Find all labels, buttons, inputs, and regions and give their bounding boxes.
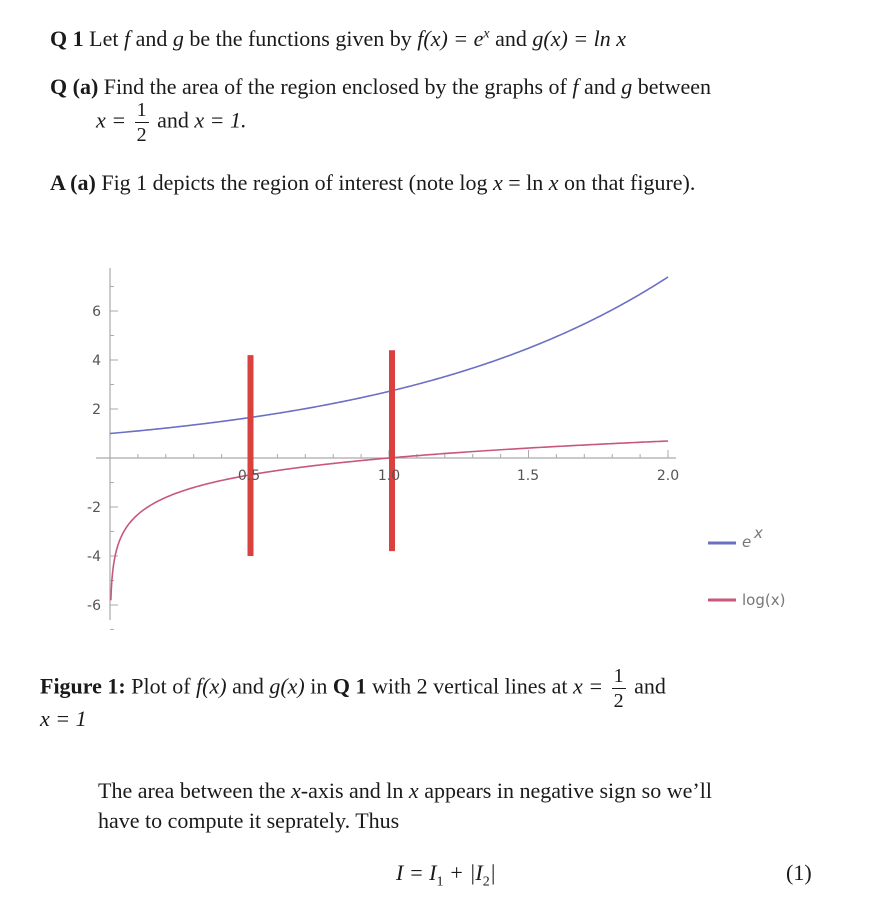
- aa-text: Fig 1 depicts the region of interest (note log: [101, 170, 488, 195]
- x-tick-label: 2.0: [656, 468, 680, 484]
- aa-tail: on that figure).: [564, 170, 696, 195]
- paragraph-line-1: [98, 778, 712, 804]
- y-tick-label: 4: [92, 353, 101, 369]
- y-tick-label: -2: [87, 500, 101, 516]
- caption-line-2: [40, 706, 87, 732]
- legend-exp-label: e: [742, 533, 752, 551]
- q1-text-2: and: [135, 26, 168, 51]
- caption-xeq1: x = 1: [40, 706, 87, 731]
- q1-text-4: and: [495, 26, 527, 51]
- figure-caption: [40, 666, 666, 711]
- qa-xeq1: x = 1.: [194, 107, 247, 133]
- eq-sub-2: 2: [482, 874, 490, 890]
- eq-end: |: [489, 860, 496, 885]
- y-tick-label: 2: [92, 402, 101, 418]
- caption-text-2: and: [232, 673, 264, 699]
- q1-f: f: [123, 26, 131, 51]
- aa-x1: x: [492, 170, 503, 195]
- qa-text-1: Find the area of the region enclosed by the graphs of: [103, 74, 567, 99]
- y-tick-label: 6: [92, 304, 101, 320]
- legend-exp-sup: x: [754, 524, 763, 542]
- y-tick-label: -6: [87, 598, 101, 614]
- aa-label: A (a): [50, 170, 96, 195]
- x-tick-label: 1.0: [377, 468, 401, 484]
- caption-gx: g(x): [269, 673, 305, 699]
- aa-eq: = ln: [508, 170, 544, 195]
- caption-frac-num: 1: [613, 665, 624, 687]
- q1-g: g: [172, 26, 184, 51]
- q1-gdef: g(x) = ln x: [532, 26, 627, 51]
- qa-f: f: [572, 74, 579, 99]
- qa-frac-num: 1: [136, 99, 147, 121]
- caption-q: Q 1: [332, 673, 367, 699]
- qa-text-2: and: [583, 74, 616, 99]
- plot-legend: [708, 524, 785, 609]
- qa-xeq: x =: [96, 107, 127, 133]
- aa-x2: x: [548, 170, 559, 195]
- q1-statement: [50, 26, 626, 52]
- caption-text-5: and: [634, 673, 666, 699]
- eq-mid: + |I: [443, 860, 483, 885]
- para-text-1: The area between the: [98, 778, 286, 803]
- qa-frac-den: 2: [136, 124, 147, 146]
- caption-xeq: x =: [573, 673, 604, 699]
- caption-fraction: [612, 666, 626, 711]
- q1-label: Q 1: [50, 26, 84, 51]
- qa-text-3: between: [637, 74, 712, 99]
- equation-number: (1): [786, 860, 812, 885]
- caption-text-1: Plot of: [131, 673, 191, 699]
- caption-fx: f(x): [196, 673, 227, 699]
- plot-vertical-lines: [251, 350, 393, 556]
- para-text-3: appears in negative sign so we’ll: [424, 778, 712, 803]
- q1-fdef: f(x) = e: [417, 26, 484, 51]
- para-x: x: [291, 778, 301, 803]
- equation-1: [396, 860, 496, 890]
- caption-text-3: in: [310, 673, 328, 699]
- y-tick-label: -4: [87, 549, 101, 565]
- figure-1-plot: [0, 250, 874, 630]
- eq-lhs: I = I: [396, 860, 437, 885]
- aa-statement: [50, 170, 695, 196]
- qa-statement-cont: [96, 100, 247, 145]
- eq-sub-1: 1: [436, 874, 444, 890]
- qa-text-4: and: [157, 107, 189, 133]
- qa-fraction: [135, 100, 149, 145]
- legend-log-label: log(x): [742, 591, 786, 609]
- caption-label: Figure 1:: [40, 673, 126, 699]
- caption-frac-den: 2: [613, 690, 624, 712]
- q1-fexp: x: [483, 26, 490, 42]
- x-tick-label: 0.5: [237, 468, 261, 484]
- q1-text-1: Let: [89, 26, 119, 51]
- paragraph-line-2: [98, 808, 399, 834]
- para-text-2: -axis and ln: [300, 778, 404, 803]
- para-text-4: have to compute it seprately. Thus: [98, 808, 400, 833]
- qa-g: g: [621, 74, 633, 99]
- x-tick-label: 1.5: [516, 468, 540, 484]
- qa-label: Q (a): [50, 74, 99, 99]
- qa-statement: [50, 74, 711, 100]
- q1-text-3: be the functions given by: [189, 26, 412, 51]
- caption-text-4: with 2 vertical lines at: [372, 673, 568, 699]
- para-x2: x: [408, 778, 419, 803]
